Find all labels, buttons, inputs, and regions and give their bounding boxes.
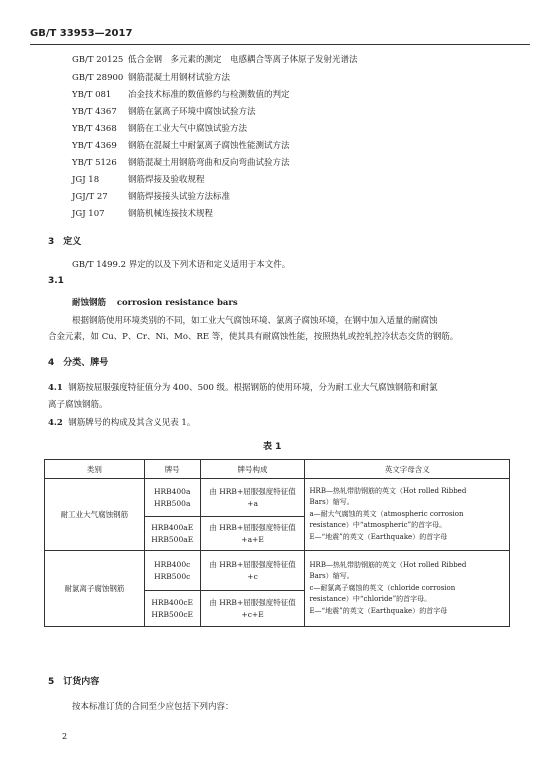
header-divider — [30, 44, 530, 45]
reference-item — [72, 207, 213, 219]
clause-4-1-number: 4.1 — [48, 383, 63, 393]
section-5-title: 5 订货内容 — [48, 677, 100, 687]
reference-code: YB/T 5126 — [72, 158, 117, 168]
reference-name: 钢筋在氯离子环境中腐蚀试验方法 — [128, 107, 256, 117]
term-chinese: 耐蚀钢筋 — [72, 298, 107, 308]
reference-name: 钢筋混凝土用钢材试验方法 — [128, 73, 231, 83]
grade-value: HRB500a — [153, 498, 191, 508]
section-3-intro: GB/T 1499.2 界定的以及下列术语和定义适用于本文件。 — [72, 260, 291, 270]
reference-code: YB/T 4368 — [72, 124, 117, 134]
grade-value: HRB400aE — [151, 522, 194, 532]
reference-item — [72, 173, 205, 185]
grade-cell — [144, 479, 200, 517]
definition-line: 合金元素，如 Cu、P、Cr、Ni、Mo、RE 等，使其具有耐腐蚀性能，按照热轧或控轧控冷状态交货的钢筋。 — [48, 332, 459, 342]
reference-name: 钢筋在工业大气中腐蚀试验方法 — [128, 124, 248, 134]
meaning-line: E—“地震”的英文（Earthquake）的首字母 — [309, 532, 448, 541]
reference-code: YB/T 4367 — [72, 107, 117, 117]
term-english: corrosion resistance bars — [116, 298, 238, 308]
grade-value: HRB400a — [153, 486, 191, 496]
reference-name: 钢筋焊接及验收规程 — [128, 175, 205, 185]
reference-item — [72, 156, 290, 168]
table-header-cell: 类别 — [45, 460, 145, 479]
meaning-line: a—耐大气腐蚀的英文（atmospheric corrosion — [309, 509, 464, 518]
grade-value: HRB500cE — [151, 609, 194, 619]
meaning-line: Bars）缩写。 — [309, 572, 354, 581]
table-header-cell: 牌号构成 — [200, 460, 305, 479]
grade-value: HRB500c — [154, 571, 191, 581]
reference-item — [72, 53, 358, 65]
section-3-title: 3 定义 — [48, 237, 82, 247]
paragraph-4-1-line: 钢筋按屈服强度特征值分为 400、500 级。根据钢筋的使用环境，分为耐工业大气腐蚀钢筋和耐氯 — [68, 383, 438, 393]
composition-line: 由 HRB+屈服强度特征值 — [209, 559, 296, 569]
reference-name: 钢筋焊接接头试验方法标准 — [128, 192, 231, 202]
standard-code-header: GB/T 33953—2017 — [30, 28, 133, 39]
paragraph-4-2-text: 钢筋牌号的构成及其含义见表 1。 — [68, 418, 196, 428]
meaning-line: resistance）中“atmospheric”的首字母。 — [309, 521, 447, 530]
grade-cell — [144, 591, 200, 627]
meaning-line: resistance）中“chloride”的首字母。 — [309, 595, 432, 604]
composition-line: 由 HRB+屈服强度特征值 — [209, 486, 296, 496]
meaning-cell — [305, 479, 510, 551]
category-cell: 耐氯离子腐蚀钢筋 — [45, 551, 145, 627]
composition-cell — [200, 479, 305, 517]
clause-3-1-number: 3.1 — [48, 276, 64, 286]
term-heading — [72, 296, 238, 308]
composition-cell — [200, 591, 305, 627]
section-5-text: 按本标准订货的合同至少应包括下列内容： — [72, 702, 234, 712]
composition-line: 由 HRB+屈服强度特征值 — [209, 522, 296, 532]
composition-line: +c — [247, 571, 258, 581]
table-header-cell: 英文字母含义 — [305, 460, 510, 479]
page-number: 2 — [62, 732, 68, 741]
paragraph-4-1 — [48, 381, 438, 393]
reference-item — [72, 122, 247, 134]
composition-line: +a — [247, 498, 258, 508]
paragraph-4-2 — [48, 416, 195, 428]
reference-code: JGJ 18 — [72, 175, 100, 185]
grade-cell — [144, 551, 200, 591]
reference-item — [72, 71, 230, 83]
meaning-cell — [305, 551, 510, 627]
table-row — [45, 479, 510, 517]
composition-line: 由 HRB+屈服强度特征值 — [209, 597, 296, 607]
reference-code: GB/T 28900 — [72, 73, 124, 83]
reference-item — [72, 139, 290, 151]
grade-value: HRB400cE — [151, 597, 194, 607]
grade-cell — [144, 517, 200, 551]
section-4-title: 4 分类、牌号 — [48, 358, 109, 368]
table-caption: 表 1 — [263, 442, 282, 452]
table-header-row — [45, 460, 510, 479]
reference-code: GB/T 20125 — [72, 55, 124, 65]
paragraph-4-1-line: 离子腐蚀钢筋。 — [48, 400, 108, 410]
meaning-line: HRB—热轧带肋钢筋的英文（Hot rolled Ribbed — [309, 560, 467, 569]
table-1 — [44, 459, 510, 627]
category-cell: 耐工业大气腐蚀钢筋 — [45, 479, 145, 551]
composition-cell — [200, 551, 305, 591]
clause-4-2-number: 4.2 — [48, 418, 63, 428]
reference-code: YB/T 081 — [72, 90, 112, 100]
reference-code: JGJ 107 — [72, 209, 105, 219]
reference-item — [72, 105, 256, 117]
table-header-cell: 牌号 — [144, 460, 200, 479]
grade-value: HRB400c — [154, 559, 191, 569]
table-row — [45, 551, 510, 591]
reference-code: JGJ/T 27 — [72, 192, 108, 202]
reference-item — [72, 190, 230, 202]
composition-cell — [200, 517, 305, 551]
reference-code: YB/T 4369 — [72, 141, 117, 151]
meaning-line: c—耐氯离子腐蚀的英文（chloride corrosion — [309, 583, 456, 592]
composition-line: +a+E — [241, 534, 264, 544]
meaning-line: E—“地震”的英文（Earthquake）的首字母 — [309, 606, 448, 615]
reference-item — [72, 88, 290, 100]
reference-name: 低合金钢 多元素的测定 电感耦合等离子体原子发射光谱法 — [128, 55, 358, 65]
reference-name: 钢筋机械连接技术规程 — [128, 209, 214, 219]
meaning-line: Bars）缩写。 — [309, 498, 354, 507]
grade-value: HRB500aE — [151, 534, 194, 544]
composition-line: +c+E — [241, 609, 264, 619]
reference-name: 冶金技术标准的数值修约与检测数值的判定 — [128, 90, 290, 100]
reference-name: 钢筋在混凝土中耐氯离子腐蚀性能测试方法 — [128, 141, 290, 151]
reference-name: 钢筋混凝土用钢筋弯曲和反向弯曲试验方法 — [128, 158, 290, 168]
definition-line: 根据钢筋使用环境类别的不同，如工业大气腐蚀环境、氯离子腐蚀环境，在钢中加入适量的耐腐蚀 — [72, 316, 438, 326]
meaning-line: HRB—热轧带肋钢筋的英文（Hot rolled Ribbed — [309, 486, 467, 495]
